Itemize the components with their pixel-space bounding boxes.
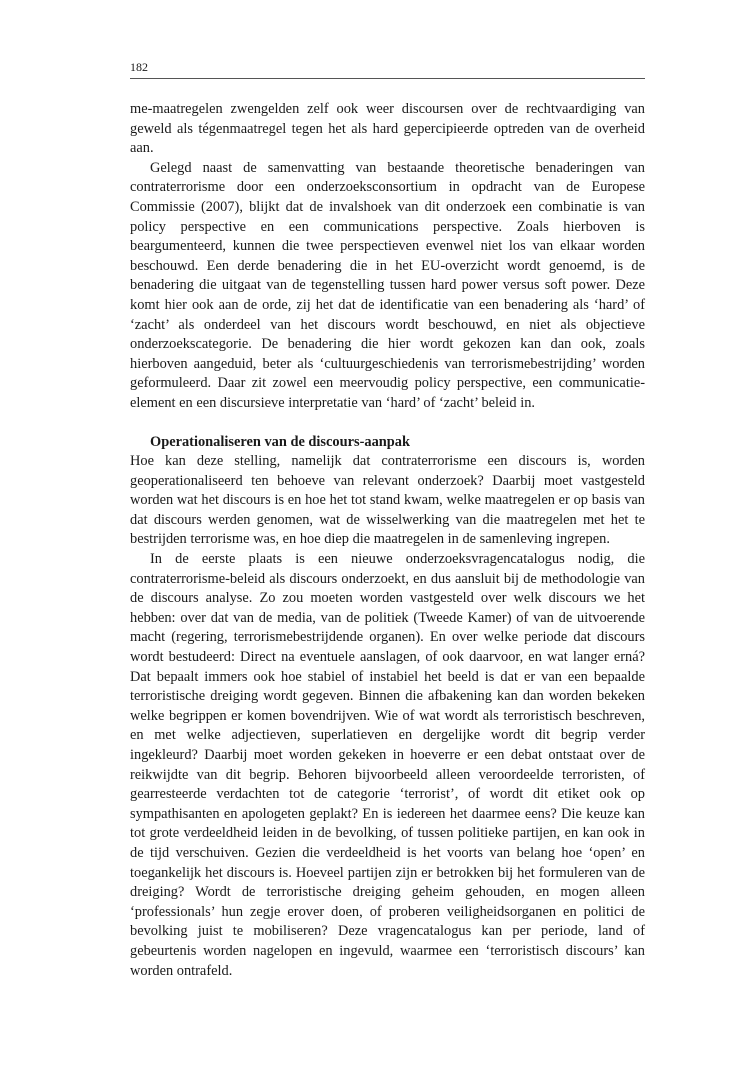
running-header: [130, 56, 645, 79]
paragraph-1: me-maatregelen zwengelden zelf ook weer discoursen over de rechtvaardiging van geweld als tégenmaatregel tegen het als hard gepercipieerde optreden van de overheid aan.: [130, 101, 645, 157]
page: [130, 56, 645, 981]
page-number: 182: [130, 60, 148, 74]
section-heading: Operationaliseren van de discours-aanpak: [150, 433, 410, 450]
paragraph-2: Gelegd naast de samenvatting van bestaande theoretische benaderingen van contraterrorisme door een onderzoeksconsortium in opdracht van de Europese Commissie (2007), blijkt dat de invalshoek van dit onderzoek een combinatie is van policy perspective en een communications perspective. Zoals hierboven is beargumenteerd, kunnen die twee perspectieven evenwel niet los van elkaar worden beschouwd. Een derde benadering die in het EU-overzicht wordt genoemd, is de benadering die uitgaat van de tegenstelling tussen hard power versus soft power. Deze komt hier ook aan de orde, zij het dat de identificatie van een benadering als ‘hard’ of ‘zacht’ als onderdeel van het discours wordt beschouwd, en niet als objectieve onderzoekscategorie. De benadering die hier wordt gekozen kan dan ook, zoals hierboven aangeduid, beter als ‘cultuurgeschiedenis van terrorismebestrijding’ worden geformuleerd. Daar zit zowel een meervoudig policy perspective, een communicatie-element en een discursieve interpretatie van ‘hard’ of ‘zacht’ beleid in.: [130, 159, 645, 411]
paragraph-4: In de eerste plaats is een nieuwe onderzoeksvragencatalogus nodig, die contraterrorisme-beleid als discours onderzoekt, en dus aansluit bij de methodologie van de discours analyse. Zo zou moeten worden vastgesteld over welk discours we het hebben: over dat van de media, van de politiek (Tweede Kamer) of van de uitvoerende macht (regering, terrorismebestrijdende organen). En over welke periode dat discours wordt bestudeerd: Direct na eventuele aanslagen, of ook daarvoor, en wat langer erná? Dat bepaalt immers ook hoe stabiel of instabiel het beeld is dat er van een bepaalde terroristische dreiging wordt gegeven. Binnen die afbakening kan dan worden bekeken welke begrippen er komen bovendrijven. Wie of wat wordt als terroristisch beschreven, en met welke adjectieven, superlatieven en dergelijke wordt dit begrip verder ingekleurd? Daarbij moet worden gekeken in hoeverre er een debat ontstaat over de reikwijdte van dit begrip. Behoren bijvoorbeeld alleen veroordeelde terroristen, of gearresteerde verdachten tot de categorie ‘terrorist’, of wordt dit etiket ook op sympathisanten en apologeten geplakt? En is iedereen het daarmee eens? Die keuze kan tot grote verdeeldheid leiden in de bevolking, of tussen politieke partijen, en kan ook in de tijd verschuiven. Gezien die verdeeldheid is het voorts van belang hoe ‘open’ en toegankelijk het discours is. Hoeveel partijen zijn er betrokken bij het formuleren van de dreiging? Wordt de terroristische dreiging geheim gehouden, en mogen alleen ‘professionals’ hun zegje erover doen, of proberen veiligheidsorganen en politici de bevolking juist te mobiliseren? Deze vragencatalogus kan per periode, land of gebeurtenis worden nagelopen en ingevuld, waarmee een ‘terroristisch discours’ kan worden ontrafeld.: [130, 551, 645, 979]
paragraph-3: Hoe kan deze stelling, namelijk dat contraterrorisme een discours is, worden geoperationaliseerd ten behoeve van relevant onderzoek? Daarbij moet vastgesteld worden wat het discours is en hoe het tot stand kwam, welke maatregelen er op basis van dat discours werden genomen, wat de wisselwerking van die maatregelen met het te bestrijden terrorisme was, en hoe diep die maatregelen in de samenleving ingrepen.: [130, 453, 645, 548]
